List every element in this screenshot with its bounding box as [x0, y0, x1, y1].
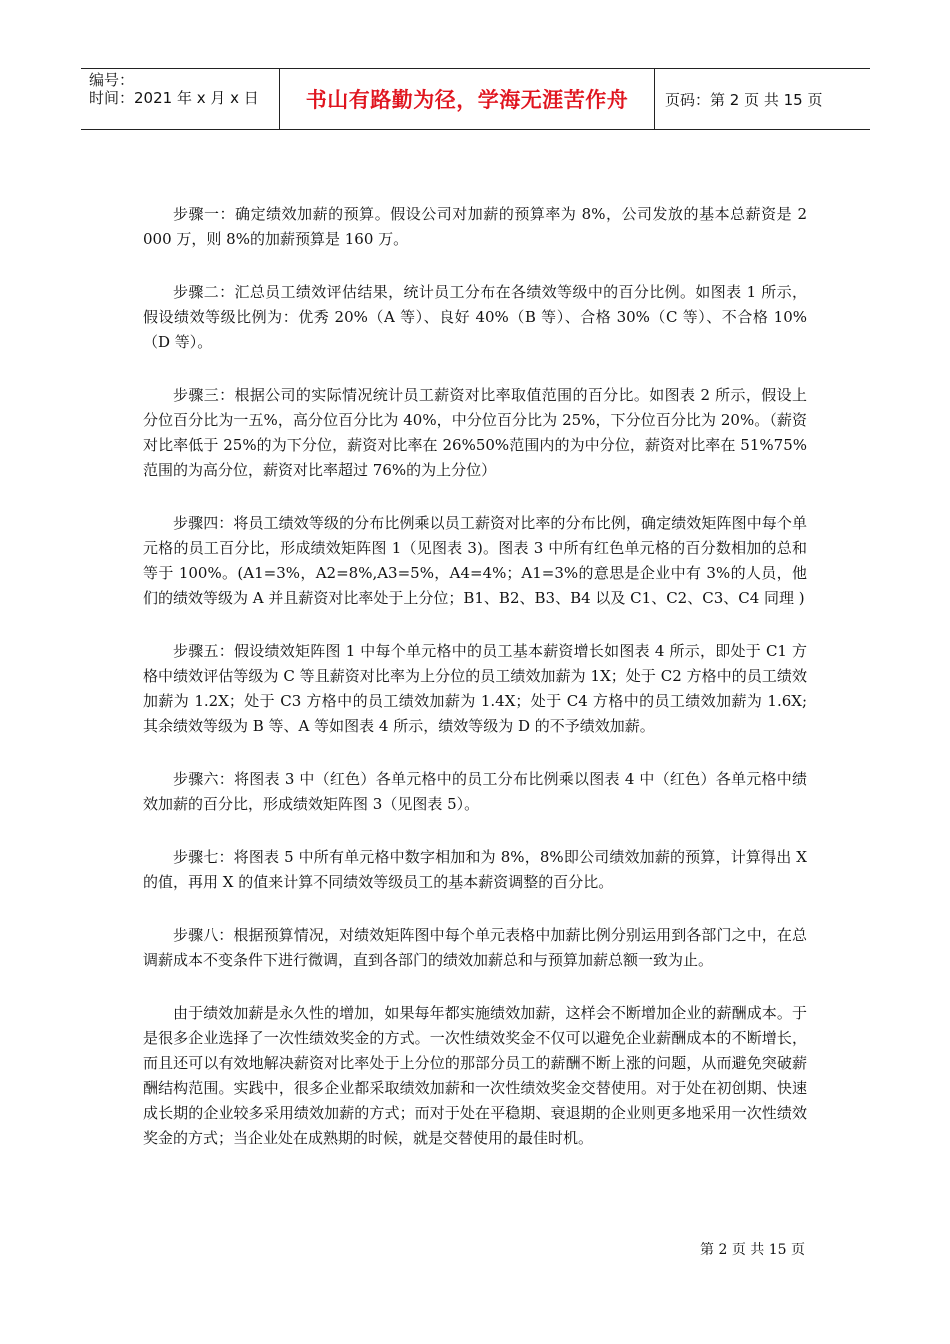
- paragraph-step-1: 步骤一：确定绩效加薪的预算。假设公司对加薪的预算率为 8%，公司发放的基本总薪资是 2 000 万，则 8%的加薪预算是 160 万。: [143, 205, 807, 248]
- paragraph-step-7: 步骤七：将图表 5 中所有单元格中数字相加和为 8%，8%即公司绩效加薪的预算，计算得出 X 的值，再用 X 的值来计算不同绩效等级员工的基本薪资调整的百分比。: [143, 848, 807, 891]
- header-page-code: 页码：第 2 页 共 15 页: [665, 90, 823, 109]
- header-motto: 书山有路勤为径，学海无涯苦作舟: [280, 69, 655, 129]
- paragraph-step-4: 步骤四：将员工绩效等级的分布比例乘以员工薪资对比率的分布比例，确定绩效矩阵图中每个单元格的员工百分比，形成绩效矩阵图 1（见图表 3)。图表 3 中所有红色单元格的百分数相加的总和等于 100%。(A1=3%，A2=8%,A3=5%，A4=4%；A1=3%的意思是企业中有 3%的人员，他们的绩效等级为 A 并且薪资对比率处于上分位；B1、B2、B3、B4 以及 C1、C2、C3、C4 同理 ): [143, 514, 807, 607]
- paragraph-step-3: 步骤三：根据公司的实际情况统计员工薪资对比率取值范围的百分比。如图表 2 所示，假设上分位百分比为一五%，高分位百分比为 40%，中分位百分比为 25%，下分位百分比为 20%。（薪资对比率低于 25%的为下分位，薪资对比率在 26%50%范围内的为中分位，薪资对比率在 51%75%范围的为高分位，薪资对比率超过 76%的为上分位）: [143, 386, 807, 479]
- paragraph-conclusion: 由于绩效加薪是永久性的增加，如果每年都实施绩效加薪，这样会不断增加企业的薪酬成本。于是很多企业选择了一次性绩效奖金的方式。一次性绩效奖金不仅可以避免企业薪酬成本的不断增长，而且还可以有效地解决薪资对比率处于上分位的那部分员工的薪酬不断上涨的问题，从而避免突破薪酬结构范围。实践中，很多企业都采取绩效加薪和一次性绩效奖金交替使用。对于处在初创期、快速成长期的企业较多采用绩效加薪的方式；而对于处在平稳期、衰退期的企业则更多地采用一次性绩效奖金的方式；当企业处在成熟期的时候，就是交替使用的最佳时机。: [143, 1004, 807, 1147]
- paragraph-step-6: 步骤六：将图表 3 中（红色）各单元格中的员工分布比例乘以图表 4 中（红色）各单元格中绩效加薪的百分比，形成绩效矩阵图 3（见图表 5）。: [143, 770, 807, 813]
- page-footer: 第 2 页 共 15 页: [700, 1242, 805, 1258]
- paragraph-step-2: 步骤二：汇总员工绩效评估结果，统计员工分布在各绩效等级中的百分比例。如图表 1 所示，假设绩效等级比例为：优秀 20%（A 等）、良好 40%（B 等）、合格 30%（C 等）、不合格 10%（D 等）。: [143, 283, 807, 351]
- header-left-cell: [81, 69, 280, 129]
- document-number-label: 编号：: [89, 71, 135, 89]
- document-time-label: 时间：2021 年 x 月 x 日: [89, 89, 259, 107]
- paragraph-step-8: 步骤八：根据预算情况，对绩效矩阵图中每个单元表格中加薪比例分别运用到各部门之中，在总调薪成本不变条件下进行微调，直到各部门的绩效加薪总和与预算加薪总额一致为止。: [143, 926, 807, 969]
- document-body: [143, 202, 807, 1179]
- paragraph-step-5: 步骤五：假设绩效矩阵图 1 中每个单元格中的员工基本薪资增长如图表 4 所示，即处于 C1 方格中绩效评估等级为 C 等且薪资对比率为上分位的员工绩效加薪为 1X；处于 C2 方格中的员工绩效加薪为 1.2X；处于 C3 方格中的员工绩效加薪为 1.4X；处于 C4 方格中的员工绩效加薪为 1.6X;其余绩效等级为 B 等、A 等如图表 4 所示，绩效等级为 D 的不予绩效加薪。: [143, 642, 807, 735]
- page-header: [81, 68, 870, 130]
